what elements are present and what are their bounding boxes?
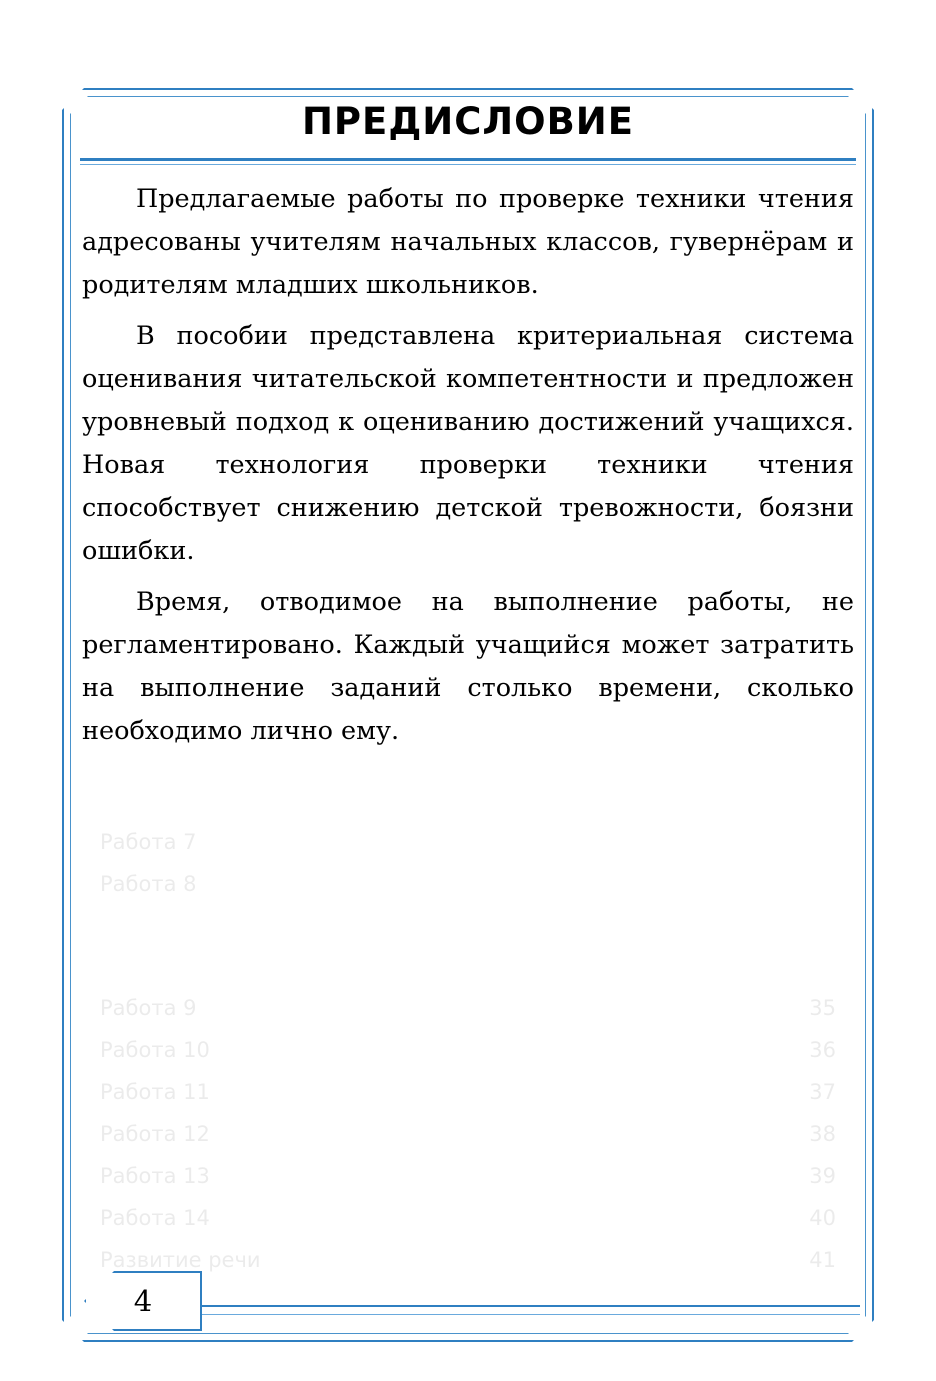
show-through-number: 38 [809,1122,836,1146]
show-through-line: Работа 9 [100,996,197,1020]
page-number-badge [84,1271,204,1333]
paragraph: Предлагаемые работы по проверке техники чтения адресованы учителям начальных классов, гувернёрам и родителям младших школьников. [82,184,854,300]
page-number: 4 [133,1284,153,1318]
show-through-number: 36 [809,1038,836,1062]
show-through-line: Работа 8 [100,872,197,896]
show-through-line: Развитие речи [100,1248,261,1272]
title-divider-thin [80,164,856,165]
show-through-number: 35 [809,996,836,1020]
page-title: ПРЕДИСЛОВИЕ [301,100,635,143]
footer-divider-thin [190,1314,860,1315]
show-through-line: Работа 11 [100,1080,210,1104]
show-through-line: Работа 7 [100,830,197,854]
show-through-number: 40 [809,1206,836,1230]
show-through-line: Работа 13 [100,1164,210,1188]
footer-divider [190,1305,860,1307]
show-through-line: Работа 14 [100,1206,210,1230]
body-text [82,178,854,761]
title-divider [80,158,856,161]
show-through-number: 39 [809,1164,836,1188]
paragraph: В пособии представлена критериальная система оценивания читательской компетентности и предложен уровневый подход к оцениванию достижений учащихся. Новая технология проверки техники чтения способствует снижению детской тревожности, боязни ошибки. [82,321,854,566]
show-through-line: Работа 12 [100,1122,210,1146]
show-through-number: 37 [809,1080,836,1104]
show-through-number: 41 [809,1248,836,1272]
paragraph: Время, отводимое на выполнение работы, не регламентировано. Каждый учащийся может затратить на выполнение заданий столько времени, сколько необходимо лично ему. [82,587,854,746]
show-through-line: Работа 10 [100,1038,210,1062]
